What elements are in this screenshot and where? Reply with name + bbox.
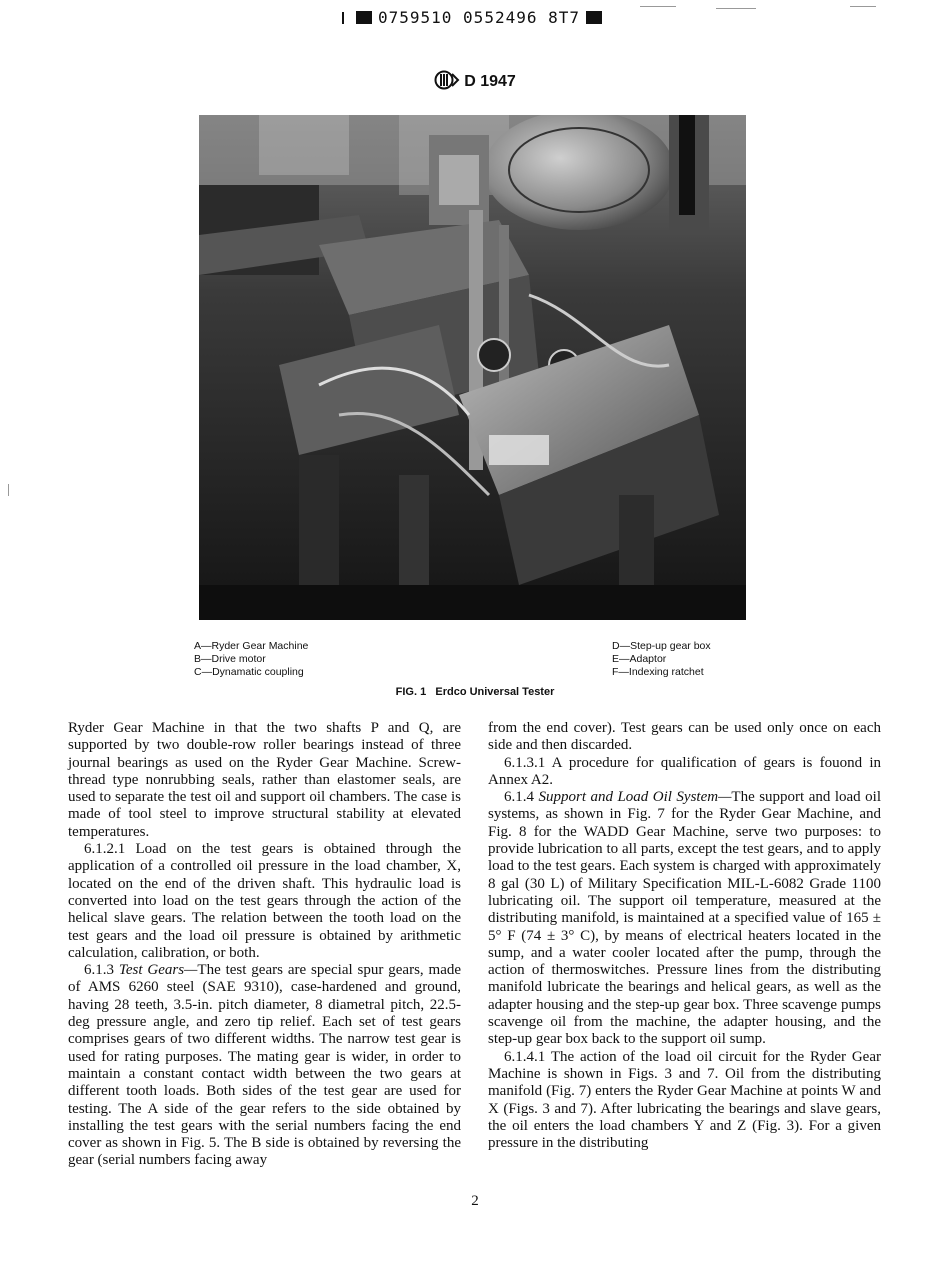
paragraph: 6.1.2.1 Load on the test gears is obtained through the application of a controlled oil pressure in the load chamber, X, located on the end of the driven shaft. This hydraulic load is converted into load on the test gears through the action of the helical slave gears. The relation between the tooth load on the test gears and the load oil pressure is obtained by arithmetic calculation, calibration, or both. [68,841,461,961]
code-tick-mark [342,12,344,24]
standard-id: D 1947 [464,73,516,90]
body-column-left [68,720,461,1170]
legend-item: C—Dynamatic coupling [194,666,304,678]
section-text: The test gears are special spur gears, made of AMS 6260 steel (SAE 9310), case-hardened and ground, having 28 teeth, 3.5-in. pitch diameter, 8 diametral pitch, 22.5-deg pressure angle, and zero tip relief. Each set of test gears comprises gears of two different widths. The narrow test gear is used for rating purposes. The mating gear is wider, in order to maintain a constant contact width between the two gears at different tooth loads. Both sides of the test gear are used for testing. The A side of the gear refers to the side obtained by installing the test gears with the serial numbers facing the end cover as shown in Fig. 5. The B side is obtained by reversing the gear (serial numbers facing away [68,962,462,1169]
paragraph: 6.1.3.1 A procedure for qualification of gears is fouond in Annex A2. [488,754,881,788]
figure-caption-label: FIG. 1 [395,686,427,698]
figure-caption [0,686,950,698]
section-number: 6.1.4 [504,789,534,806]
figure-legend-right [612,640,711,679]
paragraph: Ryder Gear Machine in that the two shafts P and Q, are supported by two double-row roller bearings instead of three journal bearings as used on the Ryder Gear Machine. Screw-thread type nonrubbing seals, rather than elastomer seals, are used to separate the test oil and support oil chambers. The case is made of tool steel to improve structural stability at elevated temperatures. [68,720,461,840]
edge-mark [640,6,676,7]
paragraph: 6.1.4.1 The action of the load oil circuit for the Ryder Gear Machine is shown in Figs. 3 and 7. Oil from the distributing manifold (Fig. 7) enters the Ryder Gear Machine at points W and X (Figs. 3 and 7). After lubricating the bearings and slave gears, the oil enters the load chambers Y and Z (Fig. 3). For a given pressure in the distributing [488,1048,881,1152]
section-title: Support and Load Oil System— [538,789,732,806]
legend-item: B—Drive motor [194,653,266,665]
legend-item: D—Step-up gear box [612,640,711,652]
code-block-mark [356,11,372,24]
figure-photo [199,115,746,620]
legend-item: F—Indexing ratchet [612,666,704,678]
document-code: 0759510 0552496 8T7 [377,8,581,27]
edge-mark [850,6,876,7]
astm-logo-icon [434,70,460,95]
section-text: The support and load oil systems, as shown in Fig. 7 for the Ryder Gear Machine, and Fig. 8 for the WADD Gear Machine, serve two purposes: to provide lubrication to all parts, except the test gears, and to apply load to the test gears. Each system is charged with approximately 8 gal (30 L) of Military Specification MIL-L-6082 Grade 1100 lubricating oil. The support oil temperature, measured at the distributing manifold, is maintained at a specified value of 165 ± 5° F (74 ± 3° C), by means of electrical heaters located in the sump, and a water cooler located after the pump, through the action of thermoswitches. Pressure lines from the distributing manifold lubricate the bearings and helical gears, as well as the adapter housing and the step-up gear box. Three scavenge pumps scavenge oil from the machine, the adapter housing, and the step-up gear box back to the support oil sump. [488,789,881,1048]
legend-item: E—Adaptor [612,653,667,665]
document-code-line [0,8,950,27]
paragraph [488,789,881,1048]
figure-legend-left [194,640,308,679]
page-number: 2 [471,1193,479,1209]
legend-item: A—Ryder Gear Machine [194,640,309,652]
figure-caption-title: Erdco Universal Tester [435,686,555,698]
section-number: 6.1.3 [84,962,114,979]
body-column-right [488,720,881,1152]
standard-header [0,70,950,95]
code-block-mark [586,11,602,24]
paragraph [68,962,461,1170]
paragraph: from the end cover). Test gears can be used only once on each side and then discarded. [488,720,881,754]
margin-mark [8,484,9,496]
section-title: Test Gears— [118,962,198,979]
